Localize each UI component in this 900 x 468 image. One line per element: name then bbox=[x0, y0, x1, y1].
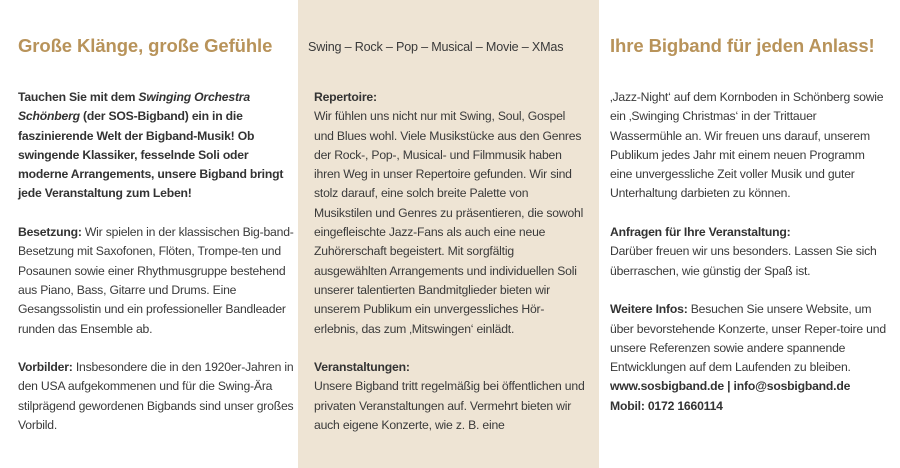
right-title: Ihre Bigband für jeden Anlass! bbox=[610, 35, 875, 56]
vorbilder-text: Insbesondere die in den 1920er-Jahren in den USA aufgekommenen und für die Swing-Ära stilprägend gewordenen Bigbands sind unser großes Vorbild. bbox=[18, 360, 294, 433]
infos-paragraph bbox=[610, 300, 890, 377]
vorbilder-paragraph bbox=[18, 358, 294, 435]
orchestra-name: Swinging Orchestra Schönberg bbox=[18, 90, 250, 124]
left-body bbox=[18, 88, 294, 455]
infos-text: Besuchen Sie unsere Website, um über bevorstehende Konzerte, unser Reper-toire und unsere Referenzen sowie andere spannende Entwicklungen auf dem Laufenden zu bleiben. bbox=[610, 302, 886, 375]
right-column bbox=[599, 0, 900, 468]
intro-text-pre: Tauchen Sie mit dem bbox=[18, 90, 139, 104]
genre-tagline: Swing – Rock – Pop – Musical – Movie – XMas bbox=[308, 40, 564, 54]
veranstaltungen-text: Unsere Bigband tritt regelmäßig bei öffentlichen und privaten Veranstaltungen auf. Vermehrt bieten wir auch eigene Konzerte, wie z. B. eine bbox=[314, 379, 585, 433]
anfragen-paragraph bbox=[610, 223, 890, 281]
middle-column bbox=[298, 0, 599, 468]
anfragen-text: Darüber freuen wir uns besonders. Lassen Sie sich überraschen, wie günstig der Spaß ist. bbox=[610, 244, 877, 278]
repertoire-paragraph bbox=[314, 88, 586, 339]
vorbilder-heading: Vorbilder: bbox=[18, 360, 73, 375]
besetzung-paragraph bbox=[18, 223, 294, 339]
veranstaltungen-heading: Veranstaltungen: bbox=[314, 360, 410, 375]
repertoire-text: Wir fühlen uns nicht nur mit Swing, Soul, Gospel und Blues wohl. Viele Musikstücke aus den Genres der Rock-, Pop-, Musical- und Filmmusik haben ihren Weg in unser Repertoire gefunden. Wir sind stolz darauf, eine solch breite Palette von Musikstilen und Genres zu präsentieren, die sowohl eingefleischte Jazz-Fans als auch eine neue Zuhörerschaft begeistert. Mit sorgfältig ausgewählten Arrangements und individuellen Soli unserer talentierten Bandmitglieder bieten wir unserem Publikum ein unvergessliches Hör-erlebnis, das zum ‚Mitswingen‘ einlädt. bbox=[314, 109, 584, 336]
veranstaltungen-paragraph bbox=[314, 358, 586, 435]
besetzung-heading: Besetzung: bbox=[18, 225, 82, 240]
repertoire-heading: Repertoire: bbox=[314, 90, 377, 104]
middle-body bbox=[314, 88, 586, 455]
infos-heading: Weitere Infos: bbox=[610, 302, 688, 317]
besetzung-text: Wir spielen in der klassischen Big-band-Besetzung mit Saxofonen, Flöten, Trompe-ten und Posaunen sowie einer Rhythmusgruppe bestehend aus Piano, Bass, Gitarre und Drums. Eine Gesangssolistin und ein professioneller Bandleader runden das Ensemble ab. bbox=[18, 225, 294, 336]
right-body bbox=[610, 88, 890, 416]
left-column bbox=[0, 0, 298, 468]
anfragen-heading: Anfragen für Ihre Veranstaltung: bbox=[610, 225, 791, 240]
intro-text-post: (der SOS-Bigband) ein in die faszinierende Welt der Bigband-Musik! Ob swingende Klassiker, fesselnde Soli oder moderne Arrangements, unsere Bigband bringt jede Veranstaltung zum Leben! bbox=[18, 109, 284, 201]
contact-web-email[interactable]: www.sosbigband.de | info@sosbigband.de bbox=[610, 379, 851, 394]
intro-paragraph bbox=[18, 88, 294, 204]
contact-phone[interactable]: Mobil: 0172 1660114 bbox=[610, 398, 723, 413]
left-title: Große Klänge, große Gefühle bbox=[18, 35, 273, 56]
continued-paragraph: ‚Jazz-Night‘ auf dem Kornboden in Schönberg sowie ein ‚Swinging Christmas‘ in der Trittauer Wassermühle an. Wir freuen uns darauf, unserem Publikum jedes Jahr mit einem neuen Programm eine unvergessliche Zeit voller Musik und guter Unterhaltung darbieten zu können. bbox=[610, 90, 884, 201]
